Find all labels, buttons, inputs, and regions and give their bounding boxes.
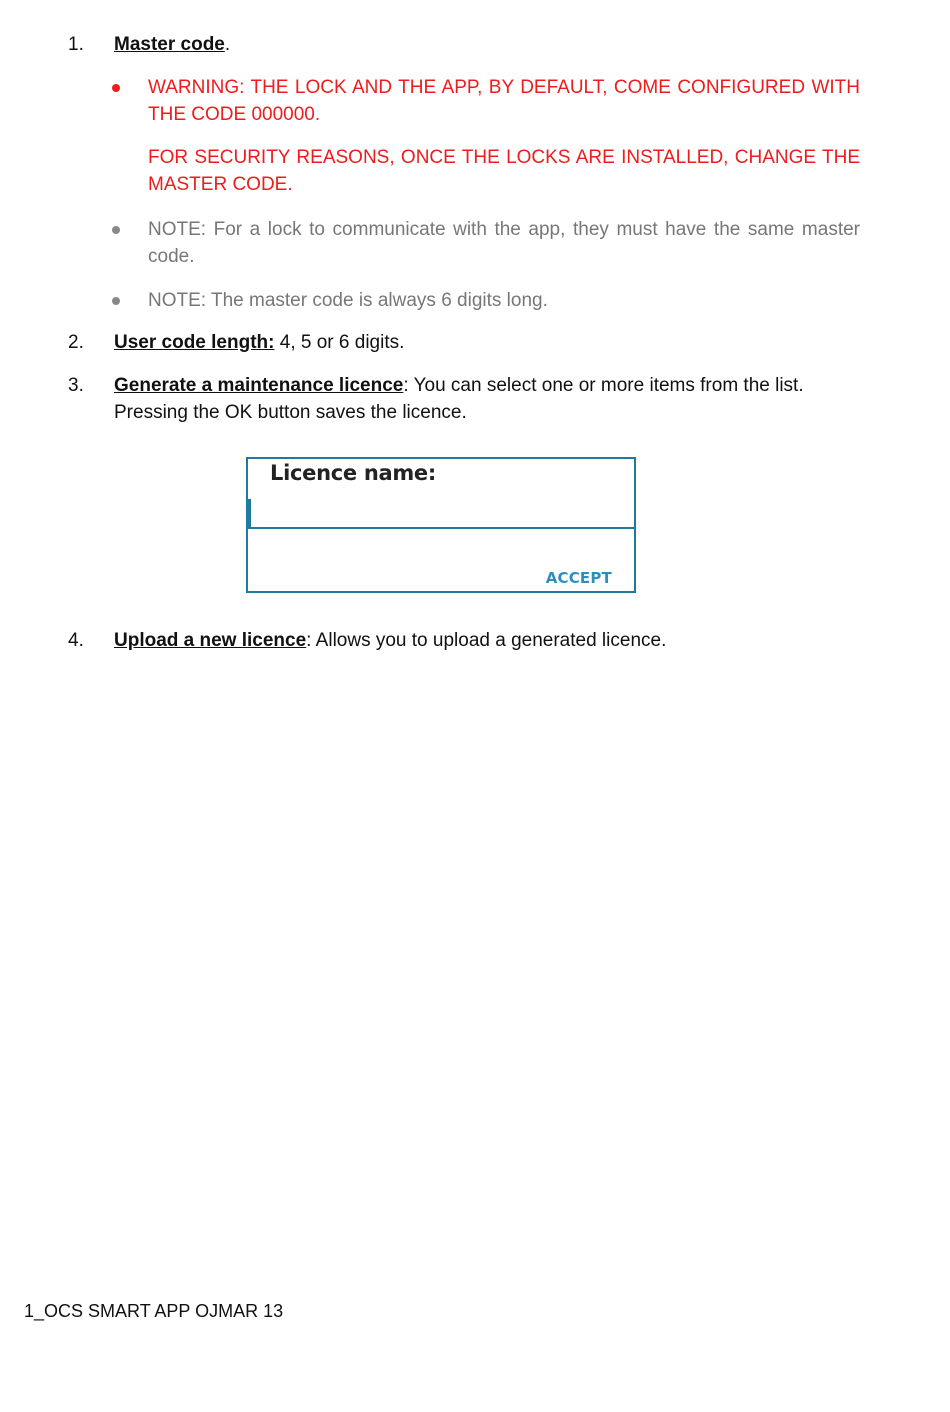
list-term: Upload a new licence [114,630,307,651]
dialog-title: Licence name: [270,461,436,485]
list-rest: . [224,34,231,55]
list-item-text [114,31,860,58]
bullet-dot-icon [112,226,120,234]
list-item-user-code-length [68,329,860,356]
list-item-master-code [68,31,860,58]
licence-name-dialog [246,457,636,593]
warning-bullet [108,74,860,198]
list-item-generate-licence [68,372,860,426]
list-term: Master code [114,34,225,55]
note-bullet-2 [108,287,860,314]
list-term: Generate a maintenance licence [114,375,404,396]
note-bullet-1 [108,216,860,270]
list-rest: : Allows you to upload a generated licence. [306,630,667,651]
list-number: 1. [68,34,84,55]
list-rest: : You can select one or more items from the list. Pressing the OK button saves the licence. [114,375,804,423]
bullet-dot-icon [112,297,120,305]
list-item-text [114,627,860,654]
warning-line-1: WARNING: THE LOCK AND THE APP, BY DEFAULT, COME CONFIGURED WITH THE CODE 000000. [148,77,860,125]
licence-name-input[interactable] [248,499,634,529]
accept-button[interactable]: ACCEPT [545,569,612,587]
bullet-dot-icon [112,84,120,92]
list-item-upload-licence [68,627,860,654]
warning-text [148,74,860,198]
list-number: 2. [68,332,84,353]
list-number: 3. [68,375,84,396]
list-item-text [114,329,860,356]
list-rest: 4, 5 or 6 digits. [274,332,405,353]
list-number: 4. [68,630,84,651]
list-item-text [114,372,860,426]
list-term: User code length: [114,332,275,353]
text-cursor-icon [248,499,251,527]
note-text-2: NOTE: The master code is always 6 digits long. [148,290,548,311]
note-text-1: NOTE: For a lock to communicate with the app, they must have the same master code. [148,219,860,267]
warning-line-2: FOR SECURITY REASONS, ONCE THE LOCKS ARE INSTALLED, CHANGE THE MASTER CODE. [148,147,860,195]
page-footer: 1_OCS SMART APP OJMAR 13 [24,1301,284,1321]
